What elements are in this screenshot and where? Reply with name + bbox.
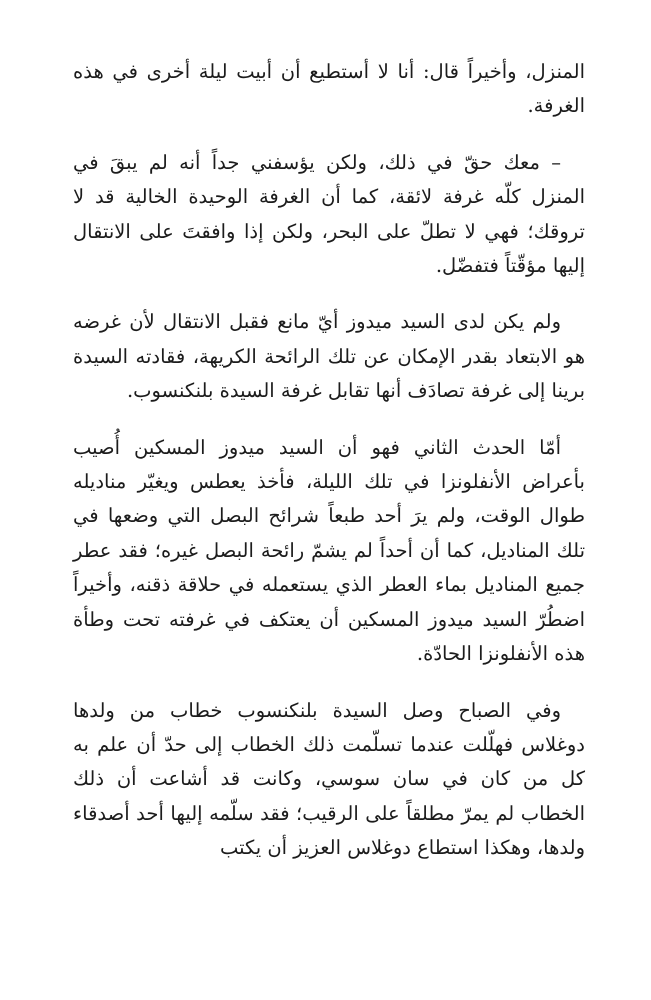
page-body	[73, 55, 585, 888]
paragraph: – معك حقّ في ذلك، ولكن يؤسفني جداً أنه لم يبقَ في المنزل كلّه غرفة لائقة، كما أن الغرفة الوحيدة الخالية قد لا تروقك؛ فهي لا تطلّ على البحر، ولكن إذا وافقتَ على الانتقال إليها مؤقّتاً فتفضّل.	[73, 150, 585, 278]
paragraph: ولم يكن لدى السيد ميدوز أيّ مانع فقبل الانتقال لأن غرضه هو الابتعاد بقدر الإمكان عن تلك الرائحة الكريهة، فقادته السيدة برينا إلى غرفة تصادَف أنها تقابل غرفة السيدة بلنكنسوب.	[73, 310, 585, 403]
paragraph: وفي الصباح وصل السيدة بلنكنسوب خطاب من ولدها دوغلاس فهلّلت عندما تسلّمت ذلك الخطاب إلى حدّ أن علم به كل من كان في سان سوسي، وكانت قد أشاعت أن ذلك الخطاب لم يمرّ مطلقاً على الرقيب؛ فقد سلّمه إليها أحد أصدقاء ولدها، وهكذا استطاع دوغلاس العزيز أن يكتب	[73, 698, 585, 860]
paragraph: أمّا الحدث الثاني فهو أن السيد ميدوز المسكين أُصيب بأعراض الأنفلونزا في تلك الليلة، فأخذ يعطس ويغيّر مناديله طوال الوقت، ولم يرَ أحد طبعاً شرائح البصل التي وضعها في تلك المناديل، كما أن أحداً لم يشمّ رائحة البصل غيره؛ فقد عطر جميع المناديل بماء العطر الذي يستعمله في حلاقة ذقنه، وأخيراً اضطُرّ السيد ميدوز المسكين أن يعتكف في غرفته تحت وطأة هذه الأنفلونزا الحادّة.	[73, 435, 585, 666]
paragraph: المنزل، وأخيراً قال: أنا لا أستطيع أن أبيت ليلة أخرى في هذه الغرفة.	[73, 60, 585, 118]
